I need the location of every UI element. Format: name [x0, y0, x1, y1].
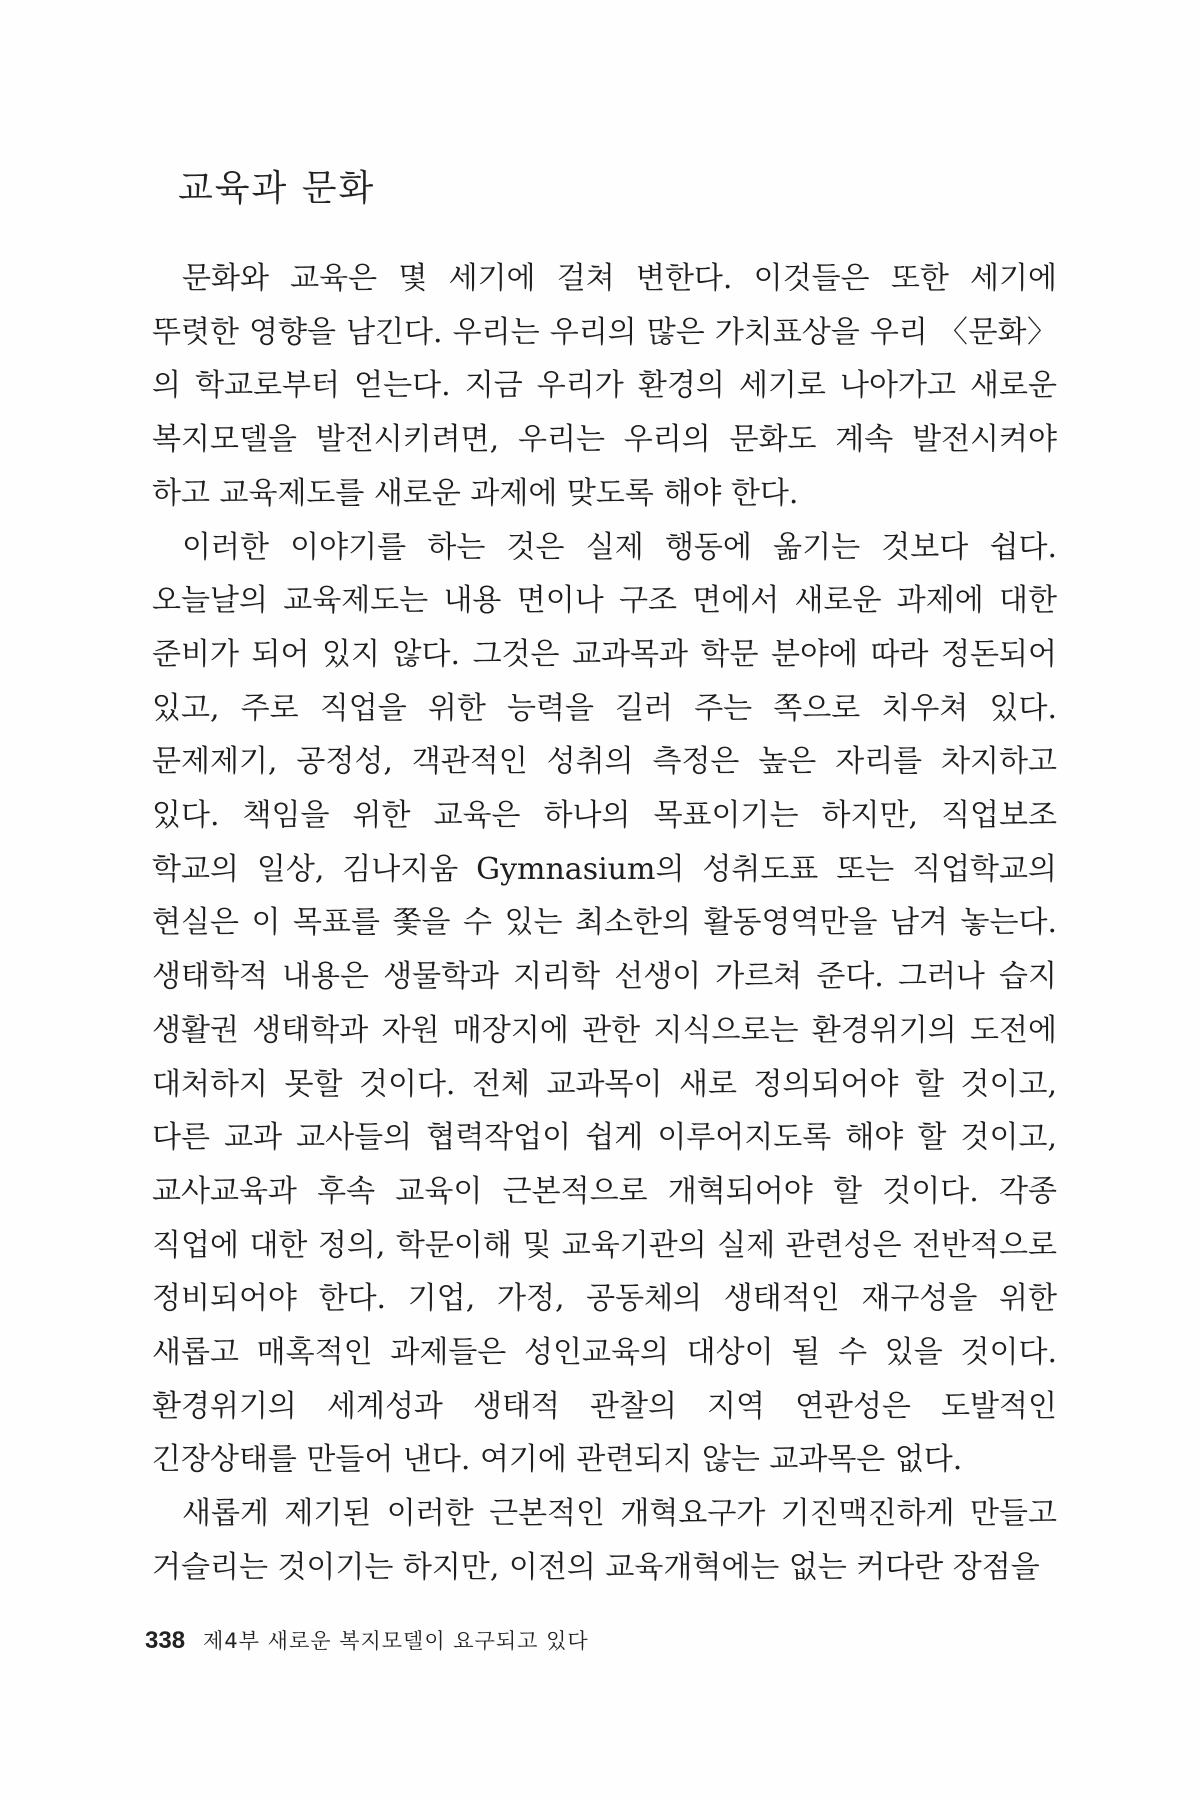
section-title: 교육과 문화: [178, 168, 376, 209]
running-head: 제4부 새로운 복지모델이 요구되고 있다: [203, 1629, 589, 1653]
page-number: 338: [145, 1627, 186, 1654]
paragraph-3: 새롭게 제기된 이러한 근본적인 개혁요구가 기진맥진하게 만들고 거슬리는 것이기는 하지만, 이전의 교육개혁에는 없는 커다란 장점을: [152, 1496, 1057, 1585]
page-footer: [145, 1625, 589, 1655]
paragraph-2: 이러한 이야기를 하는 것은 실제 행동에 옮기는 것보다 쉽다. 오늘날의 교육제도는 내용 면이나 구조 면에서 새로운 과제에 대한 준비가 되어 있지 않다. 그것은 교과목과 학문 분야에 따라 정돈되어 있고, 주로 직업을 위한 능력을 길러 주는 쪽으로 치우쳐 있다. 문제제기, 공정성, 객관적인 성취의 측정은 높은 자리를 차지하고 있다. 책임을 위한 교육은 하나의 목표이기는 하지만, 직업보조 학교의 일상, 김나지움 Gymnasium의 성취도표 또는 직업학교의 현실은 이 목표를 쫓을 수 있는 최소한의 활동영역만을 남겨 놓는다. 생태학적 내용은 생물학과 지리학 선생이 가르쳐 준다. 그러나 습지 생활권 생태학과 자원 매장지에 관한 지식으로는 환경위기의 도전에 대처하지 못할 것이다. 전체 교과목이 새로 정의되어야 할 것이고, 다른 교과 교사들의 협력작업이 쉽게 이루어지도록 해야 할 것이고, 교사교육과 후속 교육이 근본적으로 개혁되어야 할 것이다. 각종 직업에 대한 정의, 학문이해 및 교육기관의 실제 관련성은 전반적으로 정비되어야 한다. 기업, 가정, 공동체의 생태적인 재구성을 위한 새롭고 매혹적인 과제들은 성인교육의 대상이 될 수 있을 것이다. 환경위기의 세계성과 생태적 관찰의 지역 연관성은 도발적인 긴장상태를 만들어 낸다. 여기에 관련되지 않는 교과목은 없다.: [152, 529, 1057, 1478]
paragraph-1: 문화와 교육은 몇 세기에 걸쳐 변한다. 이것들은 또한 세기에 뚜렷한 영향을 남긴다. 우리는 우리의 많은 가치표상을 우리 〈문화〉의 학교로부터 얻는다. 지금 우리가 환경의 세기로 나아가고 새로운 복지모델을 발전시키려면, 우리는 우리의 문화도 계속 발전시켜야 하고 교육제도를 새로운 과제에 맞도록 해야 한다.: [152, 261, 1057, 511]
body-text: [152, 252, 1057, 1595]
